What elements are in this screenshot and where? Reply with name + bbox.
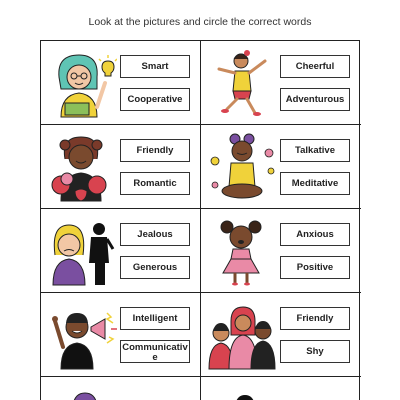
word-box[interactable]: Adventurous: [280, 88, 350, 111]
partial-character-icon: [207, 383, 277, 400]
word-box[interactable]: Positive: [280, 256, 350, 279]
group-of-friends-icon: [207, 299, 277, 371]
word-box[interactable]: Cooperative: [120, 88, 190, 111]
word-box[interactable]: Intelligent: [120, 307, 190, 330]
cell-jealous: [41, 209, 201, 293]
cell-smart: [41, 41, 201, 125]
word-box[interactable]: Friendly: [280, 307, 350, 330]
anxious-girl-icon: [207, 215, 277, 287]
cell-cheerful: [201, 41, 361, 125]
worksheet-instruction: Look at the pictures and circle the correct words: [88, 16, 312, 28]
word-box[interactable]: Cheerful: [280, 55, 350, 78]
word-box[interactable]: Generous: [120, 256, 190, 279]
word-box[interactable]: Friendly: [120, 139, 190, 162]
word-box[interactable]: Smart: [120, 55, 190, 78]
girl-with-flowers-icon: [47, 131, 117, 203]
worksheet-grid: [40, 40, 360, 400]
jealous-girl-icon: [47, 215, 117, 287]
word-box[interactable]: Jealous: [120, 223, 190, 246]
cell-friends: [201, 293, 361, 377]
cell-friendly: [41, 125, 201, 209]
boy-with-megaphone-icon: [47, 299, 117, 371]
word-box[interactable]: Anxious: [280, 223, 350, 246]
cell-intelligent: [41, 293, 201, 377]
jumping-girl-icon: [207, 47, 277, 119]
word-box[interactable]: Meditative: [280, 172, 350, 195]
cell-partial: [41, 377, 201, 400]
partial-character-icon: [47, 383, 117, 400]
meditating-girl-icon: [207, 131, 277, 203]
word-box[interactable]: Shy: [280, 340, 350, 363]
word-box[interactable]: Romantic: [120, 172, 190, 195]
cell-partial: [201, 377, 361, 400]
girl-with-idea-icon: [47, 47, 117, 119]
word-box[interactable]: Communicative: [120, 340, 190, 363]
cell-anxious: [201, 209, 361, 293]
word-box[interactable]: Talkative: [280, 139, 350, 162]
cell-talkative: [201, 125, 361, 209]
